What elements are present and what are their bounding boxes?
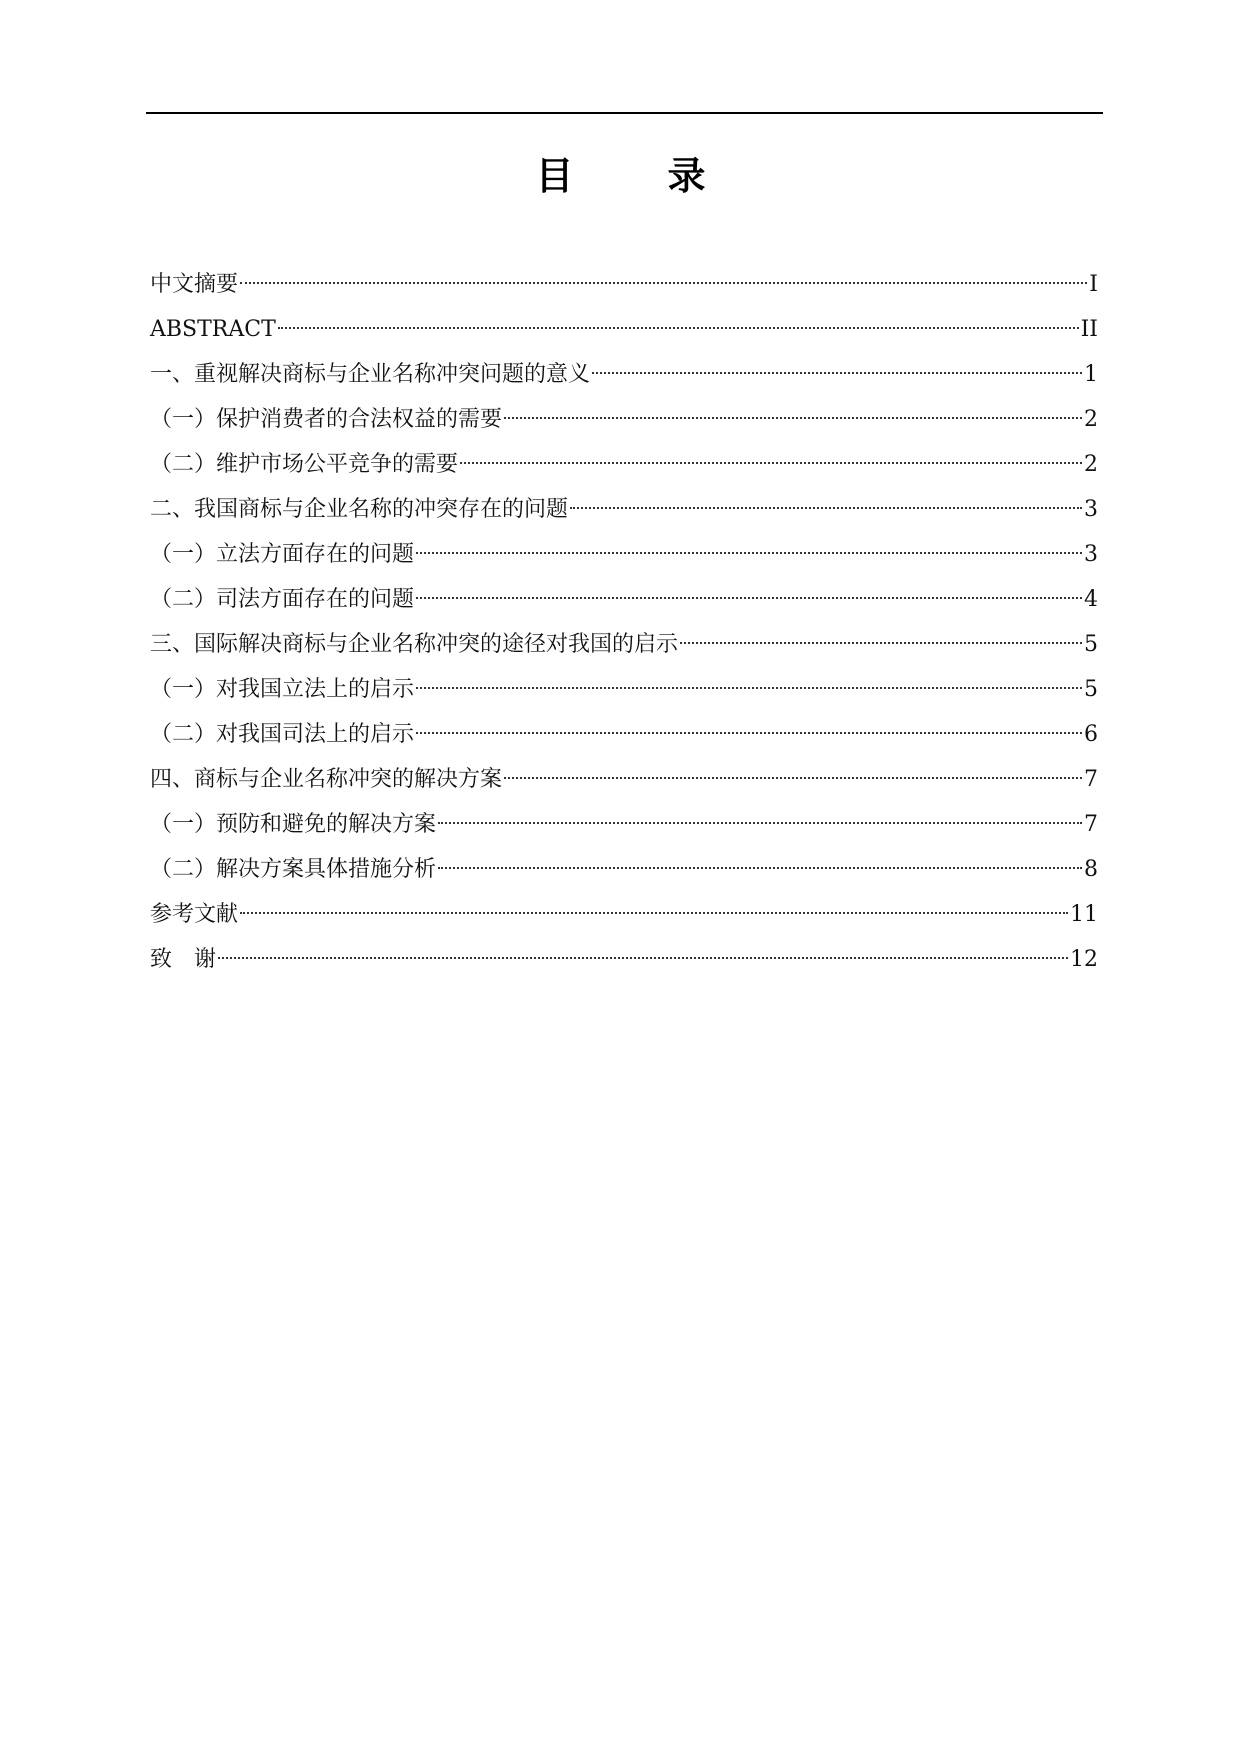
toc-entry-label: ABSTRACT	[150, 317, 276, 342]
dot-leader	[680, 642, 1082, 644]
toc-entry-page: I	[1089, 272, 1098, 297]
toc-entry-page: 7	[1084, 767, 1098, 792]
toc-entry-page: 11	[1070, 902, 1098, 927]
toc-entry-page: 12	[1070, 947, 1098, 972]
toc-entry[interactable]	[150, 757, 1098, 802]
toc-entry-label: 四、商标与企业名称冲突的解决方案	[150, 767, 503, 792]
toc-entry[interactable]	[150, 352, 1098, 397]
toc-entry-page: 8	[1084, 857, 1098, 882]
toc-entry-label: 中文摘要	[150, 272, 239, 297]
toc-entry-page: 6	[1084, 722, 1098, 747]
toc-entry-label: （一）保护消费者的合法权益的需要	[150, 407, 503, 432]
toc-entry-label: （一）对我国立法上的启示	[150, 677, 415, 702]
toc-entry-page: 5	[1084, 632, 1098, 657]
dot-leader	[416, 687, 1082, 689]
toc-entry-label: （一）预防和避免的解决方案	[150, 812, 437, 837]
toc-entry-label: 致 谢	[150, 947, 217, 972]
dot-leader	[416, 732, 1082, 734]
dot-leader	[218, 957, 1068, 959]
dot-leader	[240, 912, 1068, 914]
toc-entry[interactable]	[150, 622, 1098, 667]
toc-entry-page: 7	[1084, 812, 1098, 837]
dot-leader	[278, 327, 1079, 329]
toc-entry[interactable]	[150, 847, 1098, 892]
toc-entry-page: 3	[1084, 542, 1098, 567]
dot-leader	[416, 552, 1082, 554]
dot-leader	[416, 597, 1082, 599]
toc-entry[interactable]	[150, 307, 1098, 352]
toc-entry-label: （二）司法方面存在的问题	[150, 587, 415, 612]
toc-entry[interactable]	[150, 667, 1098, 712]
toc-entry[interactable]	[150, 577, 1098, 622]
toc-entry-page: 3	[1084, 497, 1098, 522]
page-title: 目 录	[535, 154, 734, 198]
toc-entry-label: 参考文献	[150, 902, 239, 927]
toc-entry-page: 4	[1084, 587, 1098, 612]
toc-entry-label: （二）维护市场公平竞争的需要	[150, 452, 459, 477]
toc-entry[interactable]	[150, 442, 1098, 487]
dot-leader	[438, 867, 1082, 869]
toc-entry-label: 一、重视解决商标与企业名称冲突问题的意义	[150, 362, 591, 387]
toc-entry-page: 2	[1084, 407, 1098, 432]
toc-entry-label: 三、国际解决商标与企业名称冲突的途径对我国的启示	[150, 632, 679, 657]
toc-entry-page: 5	[1084, 677, 1098, 702]
toc-entry[interactable]	[150, 802, 1098, 847]
toc-entry[interactable]	[150, 712, 1098, 757]
toc-entry[interactable]	[150, 487, 1098, 532]
table-of-contents	[150, 262, 1098, 982]
toc-entry-label: 二、我国商标与企业名称的冲突存在的问题	[150, 497, 569, 522]
dot-leader	[504, 417, 1082, 419]
toc-entry[interactable]	[150, 937, 1098, 982]
dot-leader	[438, 822, 1082, 824]
dot-leader	[570, 507, 1082, 509]
toc-entry-label: （二）解决方案具体措施分析	[150, 857, 437, 882]
dot-leader	[592, 372, 1082, 374]
toc-entry-page: II	[1080, 317, 1098, 342]
dot-leader	[460, 462, 1082, 464]
toc-entry-page: 2	[1084, 452, 1098, 477]
toc-entry[interactable]	[150, 892, 1098, 937]
toc-entry[interactable]	[150, 262, 1098, 307]
toc-entry-label: （二）对我国司法上的启示	[150, 722, 415, 747]
toc-entry-page: 1	[1084, 362, 1098, 387]
dot-leader	[240, 282, 1087, 284]
header-rule	[146, 112, 1103, 114]
toc-entry-label: （一）立法方面存在的问题	[150, 542, 415, 567]
toc-entry[interactable]	[150, 532, 1098, 577]
dot-leader	[504, 777, 1082, 779]
toc-entry[interactable]	[150, 397, 1098, 442]
